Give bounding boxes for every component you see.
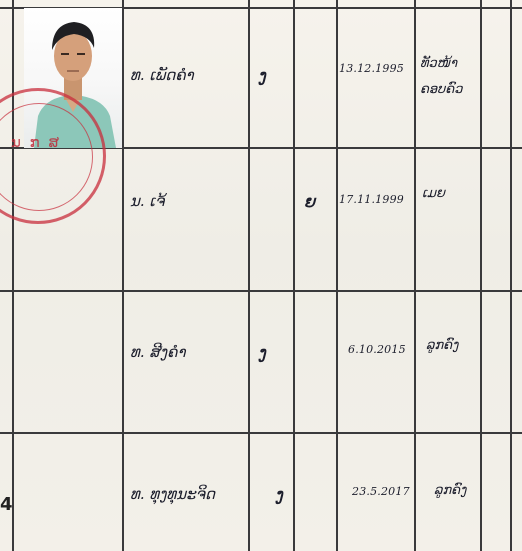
row-rule (0, 432, 522, 434)
birth-date: 23.5.2017 (352, 485, 410, 498)
stamp-label: ນ ກ ສ (10, 133, 62, 151)
member-name: ທ. ທຸງທຸນະຈິດ (130, 485, 216, 503)
gender-mark: ງ (258, 343, 266, 362)
column-rule (414, 0, 416, 551)
relationship: ເມຍ (422, 186, 445, 201)
birth-date: 17.11.1999 (339, 193, 404, 206)
gender-mark: ງ (275, 485, 283, 504)
member-name: ທ. ສີງຄຳ (130, 343, 186, 361)
member-name: ທ. ເພັດຄຳ (130, 66, 194, 84)
stamp-ring (0, 103, 93, 211)
column-rule (12, 0, 14, 551)
birth-date: 6.10.2015 (348, 343, 406, 356)
birth-date: 13.12.1995 (339, 62, 404, 75)
column-rule (122, 0, 124, 551)
relationship-continued: ຄອບຄົວ (420, 82, 463, 97)
row-rule (0, 290, 522, 292)
left-edge-number: 4 (0, 494, 13, 515)
column-rule (293, 0, 295, 551)
relationship: ລູກຄົງ (434, 483, 467, 498)
gender-mark: ງ (258, 66, 266, 85)
column-rule (480, 0, 482, 551)
column-rule (248, 0, 250, 551)
column-rule (336, 0, 338, 551)
relationship: ລູກຄົງ (426, 338, 459, 353)
gender-mark: ຍ (304, 192, 315, 211)
column-rule (510, 0, 512, 551)
relationship: ທັວໜ້າ (420, 56, 458, 71)
member-name: ນ. ເຈ້ (130, 192, 165, 210)
